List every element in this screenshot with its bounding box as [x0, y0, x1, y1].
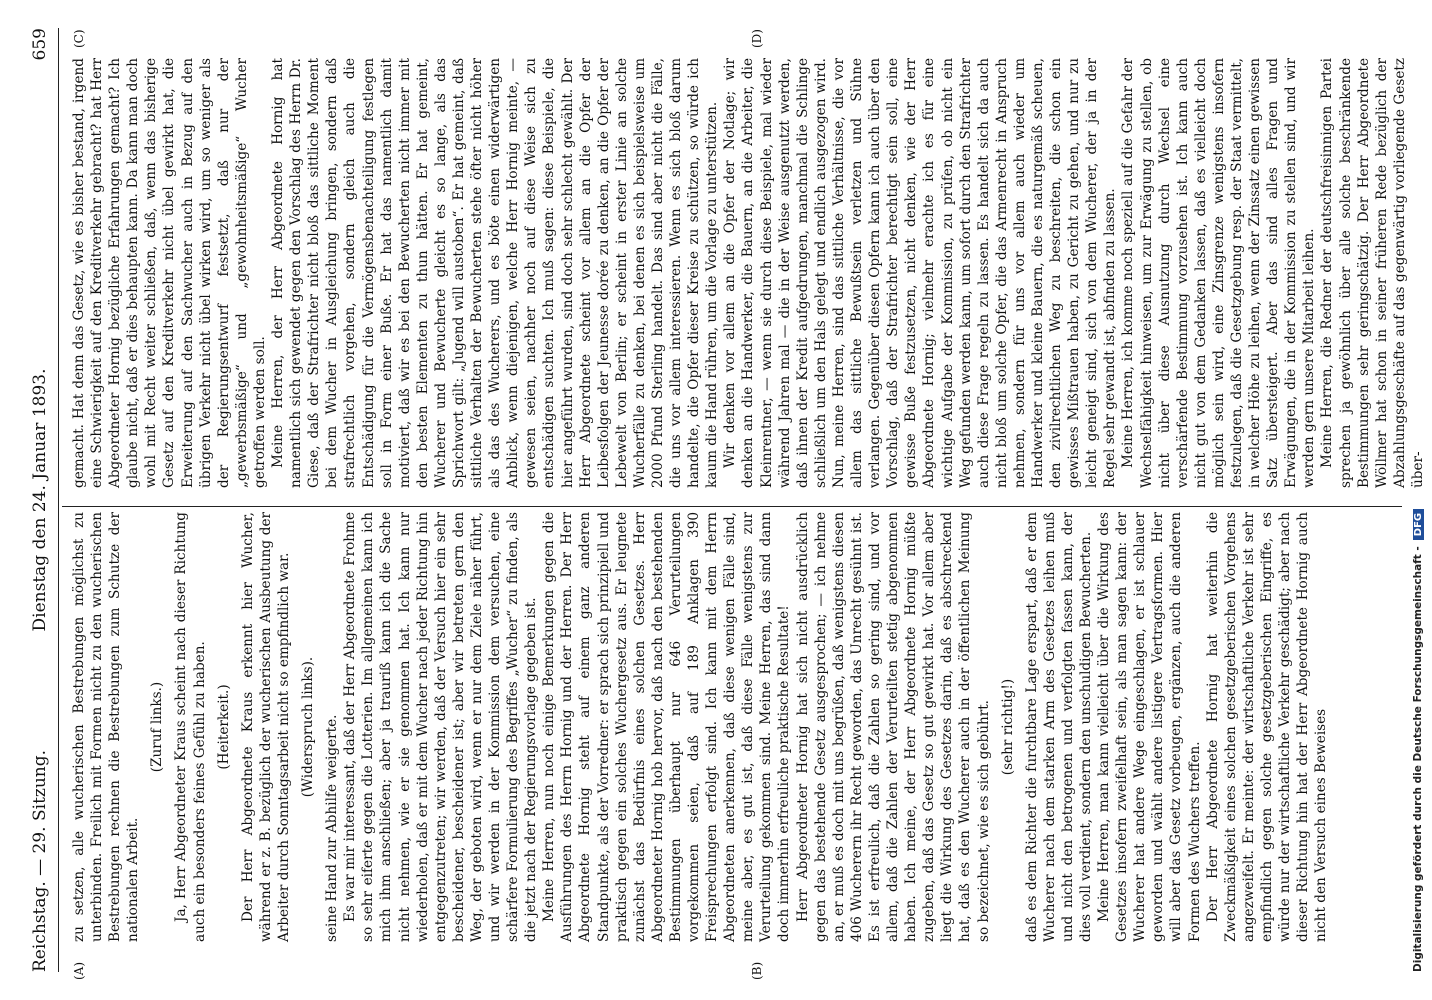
stage-direction: (Heiterkeit.) [215, 684, 232, 770]
paragraph: Der Herr Abgeordnete Hornig hat weiterhin die Zweckmäßigkeit eines solchen gesetzgeberischen Vorgehens angezweifelt. Er meinte: der wirtschaftliche Verkehr ist sehr empfindlich gegen solche gesetzgeberischen Eingriffe, es würde nur der wirtschaftliche Verkehr geschädigt; aber nach dieser Richtung hin hat der Herr Abgeordnete Hornig auch nicht den Versuch eines Beweises [1204, 512, 1330, 942]
margin-marker-a: (A) [72, 961, 86, 980]
column-divider [62, 506, 1402, 507]
stage-direction: (Zuruf links.) [149, 681, 166, 773]
margin-marker-d: (D) [750, 29, 764, 48]
paragraph: Der Herr Abgeordnete Kraus erkennt hier Wucher, während er z. B. bezüglich der wucherischen Ausbeutung der Arbeiter durch Sonntagsarbeit nicht so empfindlich war. [239, 512, 292, 942]
paragraph: daß es dem Richter die furchtbare Lage erspart, daß er dem Wucherer nach dem starken Arm des Gesetzes leihen muß und nicht den betrogenen und verfolgten fassen kann, der dies voll verdient, sondern den unschuldigen Bewucherten. [1023, 512, 1094, 942]
paragraph: Meine Herren, der Herr Abgeordnete Hornig hat namentlich sich gewendet gegen den Vorschlag des Herrn Dr. Giese, daß der Strafrichter nicht bloß das sittliche Moment bei dem Wucher in Ausgleichung bringen, sondern daß strafrechtlich vorgehen, sondern gleich auch die Entschädigung für die Vermögensbenachteiligung festlegen soll in Form einer Buße. Er hat das namentlich damit motiviert, daß wir es bei den Bewucherten nicht immer mit den besten Elementen zu thun hätten. Er hat gemeint, Wucherer und Bewucherte gleicht es so lange, als das Sprichwort gilt: „Jugend will austoben“. Er hat gemeint, daß sittliche Verhalten der Bewucherten stehe öfter nicht höher als das des Wucherers, und es böte einen widerwärtigen Anblick, wenn diejenigen, welche Herr Hornig meinte, — gewesen seien, nachher noch auf diese Weise sich zu entschädigen suchten. Ich muß sagen: diese Beispiele, die hier angeführt wurden, sind doch sehr schlecht gewählt. Der Herr Abgeordnete scheint vor allem an die Opfer der Leibesfolgen der Jeunesse dorée zu denken, an die Opfer der Lebewelt von Berlin; er scheint in erster Linie an solche Wucherfälle zu denken, bei denen es sich beispielsweise um 2000 Pfund Sterling handelt. Das sind aber nicht die Fälle, die uns vor allem interessieren. Wenn es sich bloß darum handelte, die Opfer dieser Kreise zu schützen, so würde ich kaum die Hand rühren, um die Vorlage zu unterstützen. [270, 58, 721, 488]
paragraph: Ja, Herr Abgeordneter Kraus scheint nach dieser Richtung auch ein besonders feines Gefühl zu haben. [173, 512, 208, 942]
paragraph: seine Hand zur Abhilfe weigerte. [324, 714, 341, 942]
stage-direction: (Widerspruch links). [300, 656, 317, 798]
paragraph: Meine Herren, ich komme noch speziell auf die Gefahr der Wechselfähigkeit hinweisen, um zur Erwägung zu stellen, ob nicht über diese Ausnutzung durch Wechsel eine verschärfende Bestimmung vorzusehen ist. Ich kann auch nicht gut von dem Gedanken lassen, daß es vielleicht doch möglich sein wird, eine Zinsgrenze wenigstens insofern festzulegen, daß die Gesetzgebung resp. der Staat vermittelt, in welcher Höhe zu leihen, wenn der Zinssatz einen gewissen Satz übersteigert. Aber das sind alles Fragen und Erwägungen, die in der Kommission zu stellen sind, und wir werden gern unsere Mitarbeit leihen. [1120, 58, 1318, 488]
header-left: Reichstag. — 29. Sitzung. [30, 749, 50, 972]
paragraph: zu setzen, alle wucherischen Bestrebungen möglichst zu unterbinden. Freilich mit Formen nicht zu den wucherischen Bestrebungen rechnen die Bestrebungen zum Schutze der nationalen Arbeit. [71, 512, 142, 942]
paragraph: gemacht. Hat denn das Gesetz, wie es bisher bestand, irgend eine Schwierigkeit auf den Kreditverkehr gebracht? hat Herr Abgeordneter Hornig bezügliche Erfahrungen gemacht? Ich glaube nicht, daß er dies behaupten kann. Da kann man doch wohl mit Recht weiter schließen, daß, wenn das bisherige Gesetz auf den Kreditverkehr nicht übel gewirkt hat, die Erweiterung auf den Sachwucher auch in Bezug auf den übrigen Verkehr nicht übel wirken wird, um so weniger als der Regierungsentwurf festsetzt, daß nur der „gewerbsmäßige“ und „gewohnheitsmäßige“ Wucher getroffen werden soll. [71, 58, 268, 488]
paragraph: Meine Herren, die Redner der deutschfreisinnigen Partei sprechen ja gewöhnlich über alle solche beschränkende Bestimmungen sehr geringschätzig. Der Herr Abgeordnete Wöllmer hat schon in seiner früheren Rede bezüglich der Abzahlungsgeschäfte auf das gegenwärtig vorliegende Gesetz über- [1319, 58, 1426, 488]
paragraph: Herr Abgeordneter Hornig hat sich nicht ausdrücklich gegen das bestehende Gesetz ausgesprochen; — ich nehme an, er muß es doch mit uns begrüßen, daß wenigstens diesen 406 Wucherern ihr Recht geworden, das Unrecht gesühnt ist. Es ist erfreulich, daß die Zahlen so gering sind, und vor allem, daß die Zahlen der Verurteilten stetig abgenommen haben. Ich meine, der Herr Abgeordnete Hornig müßte zugeben, daß das Gesetz so gut gewirkt hat. Vor allem aber liegt die Wirkung des Gesetzes darin, daß es abschreckend hat, daß es den Wucherer auch in der öffentlichen Meinung so bezeichnet, wie es sich gebührt. [794, 512, 992, 942]
left-column [70, 512, 1390, 942]
header-date: Dienstag den 24. Januar 1893. [30, 368, 50, 632]
page-number: 659 [30, 28, 50, 61]
stage-direction: (sehr richtig!) [999, 678, 1016, 776]
page-header [30, 28, 56, 972]
footer-text: Digitalisierung gefördert durch die Deutsche Forschungsgemeinschaft - [1412, 546, 1424, 972]
paragraph: Wir denken vor allem an die Opfer der Notlage; wir denken an die Handwerker, die Bauern, an die Arbeiter, die Kleinrentner, — wenn sie durch diese Beispiele, mal wieder während Jahren mal — die in der Weise ausgenutzt werden, daß ihnen der Kredit aufgedrungen, manchmal die Schlinge schließlich um den Hals gelegt und endlich ausgezogen wird. Nun, meine Herren, sind das sittliche Verhältnisse, die vor allem das sittliche Bewußtsein verletzen und Sühne verlangen. Gegenüber diesen Opfern kann ich auch über den Vorschlag, daß der Strafrichter berechtigt sein soll, eine gewisse Buße festzusetzen, nicht denken, wie der Herr Abgeordnete Hornig; vielmehr erachte ich es für eine wichtige Aufgabe der Kommission, zu prüfen, ob nicht ein Weg gefunden werden kann, um sofort durch den Strafrichter auch diese Frage regeln zu lassen. Es handelt sich da auch nicht bloß um solche Opfer, die das Armenrecht in Anspruch nehmen, sondern für uns vor allem auch wieder um Handwerker und kleine Bauern, die es naturgemäß scheuen, den zivilrechtlichen Weg zu beschreiten, die schon ein gewisses Mißtrauen haben, zu Gericht zu gehen, und nur zu leicht geneigt sind, sich von dem Wucherer, der ja in der Regel sehr gewandt ist, abfinden zu lassen. [722, 58, 1119, 488]
page-footer [1412, 28, 1428, 972]
header-rule [58, 28, 59, 972]
right-column [70, 58, 1426, 488]
paragraph: Es war mir interessant, daß der Herr Abgeordnete Frohme so sehr eiferte gegen die Lotterien. Im allgemeinen kann ich mich ihm anschließen; aber ja trauriß kann ich die Sache nicht nehmen, wie er sie genommen hat. Ich kann nur wiederholen, daß er mit dem Wucher nach jeder Richtung hin entgegenzutreten; wir werden, daß der Versuch hier ein sehr bescheidener, bescheidener ist; aber wir betreten gern den Weg, der geboten wird, wenn er nur dem Ziele näher führt, und wir werden in der Kommission dem versuchen, eine schärfere Formulierung des Begriffes „Wucher“ zu finden, als die jetzt nach der Regierungsvorlage gegeben ist. [342, 512, 540, 942]
dfg-logo: DFG [1413, 509, 1424, 540]
margin-marker-b: (B) [750, 961, 764, 980]
paragraph: Meine Herren, nun noch einige Bemerkungen gegen die Ausführungen des Herrn Hornig und der Herren. Der Herr Abgeordnete Hornig steht auf einem ganz anderen Standpunkte, als der Vorredner: er sprach sich prinzipiell und praktisch gegen ein solches Wuchergesetz aus. Er leugnete zunächst das Bedürfnis eines solchen Gesetzes. Herr Abgeordneter Hornig hob hervor, daß nach den bestehenden Bestimmungen überhaupt nur 646 Verurteilungen vorgekommen seien, daß auf 189 Anklagen 390 Freisprechungen erfolgt sind. Ich kann mit dem Herrn Abgeordneten anerkennen, daß diese wenigen Fälle sind, meine aber, es gut ist, daß diese Fälle wenigstens zur Verurteilung gekommen sind. Meine Herren, das sind dann doch immerhin erfreuliche praktische Resultate! [541, 512, 793, 942]
margin-marker-c: (C) [72, 29, 86, 48]
paragraph: Meine Herren, man kann vielleicht über die Wirkung des Gesetzes insofern zweifelhaft sein, als man sagen kann: der Wucherer hat andere Wege eingeschlagen, er ist schlauer geworden und wählt andere listigere Vertragsformen. Hier will aber das Gesetz vorbeugen, ergänzen, auch die anderen Formen des Wuchers treffen. [1096, 512, 1203, 942]
